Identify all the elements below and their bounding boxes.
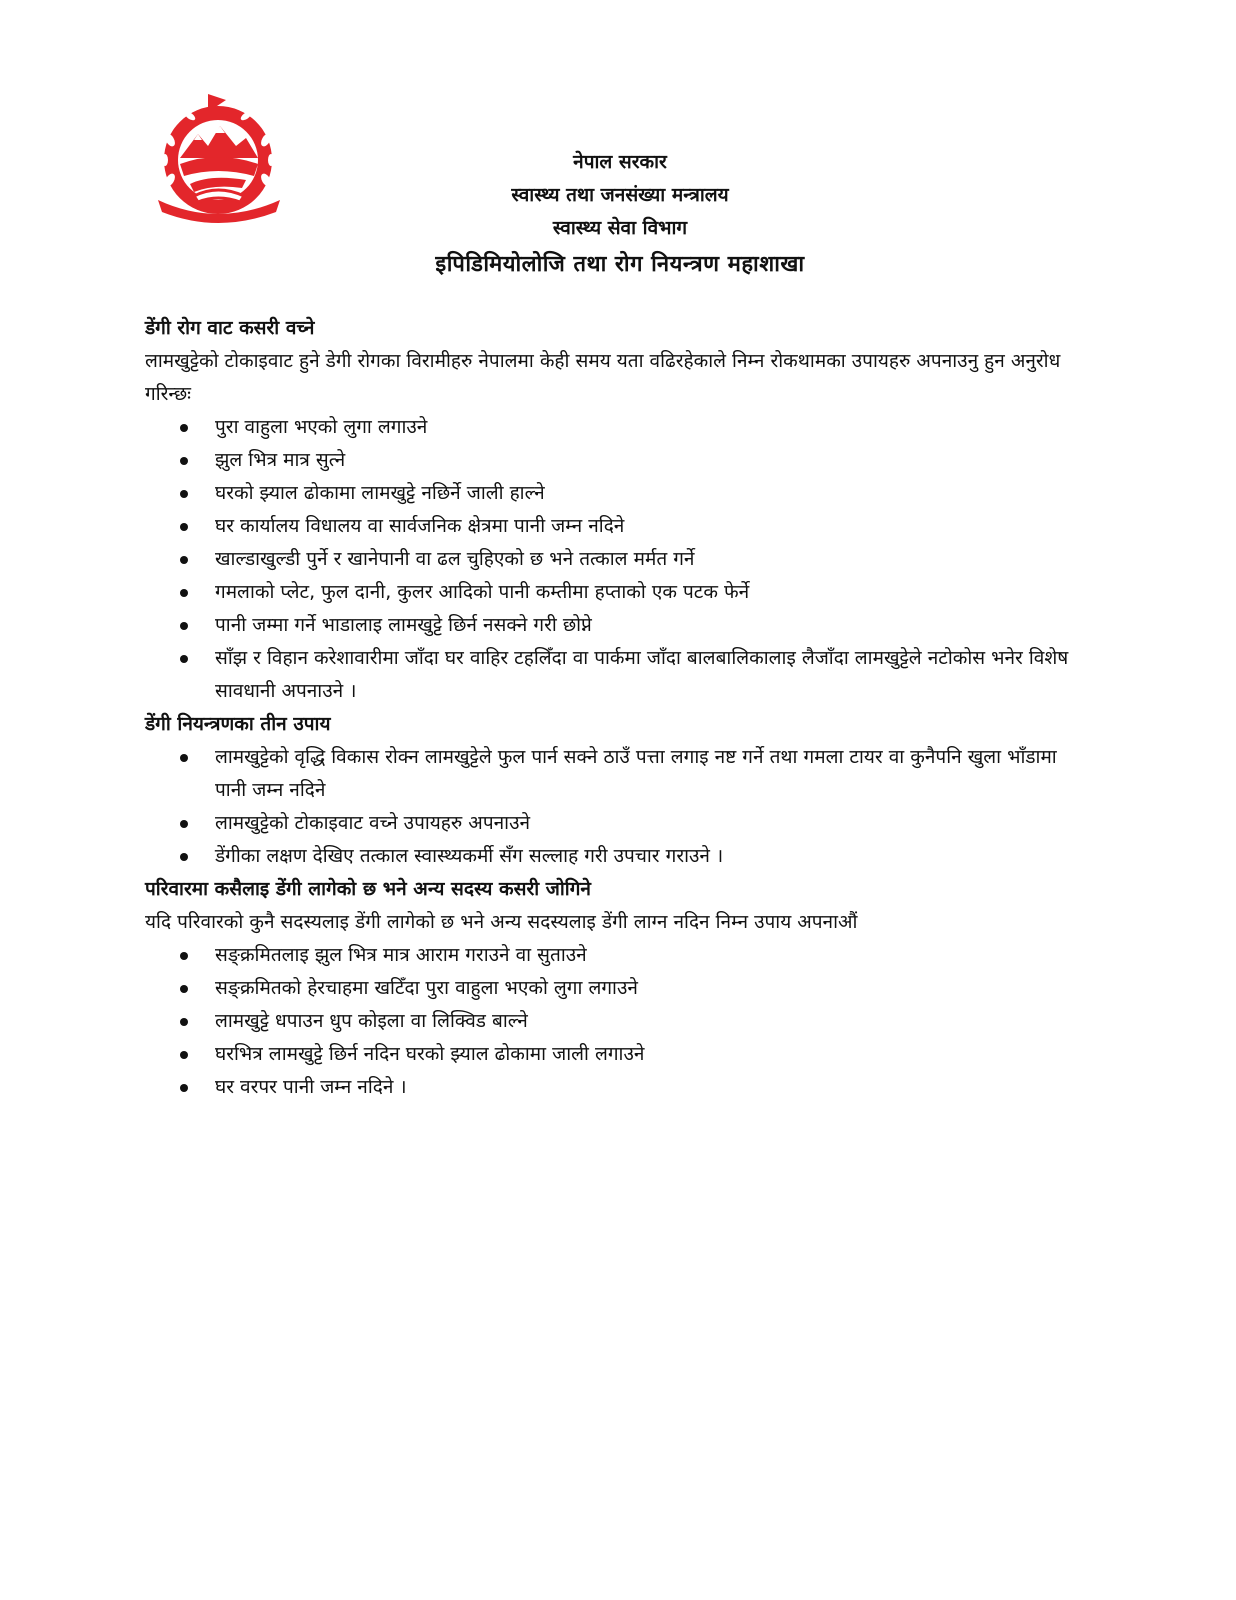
list-item-text: लामखुट्टे धपाउन धुप कोइला वा लिक्विड बाल्ने — [215, 1010, 528, 1032]
list-item — [145, 477, 1075, 510]
header-department: स्वास्थ्य सेवा विभाग — [552, 217, 688, 239]
list-item-text: सङ्क्रमितको हेरचाहमा खटिँदा पुरा वाहुला भएको लुगा लगाउने — [215, 977, 638, 999]
nepal-government-emblem — [150, 88, 290, 223]
bullet-icon — [180, 1051, 188, 1059]
list-item-text: लामखुट्टेको वृद्धि विकास रोक्न लामखुट्टेले फुल पार्न सक्ने ठाउँ पत्ता लगाइ नष्ट गर्ने तथा गमला टायर वा कुनैपनि खुला भाँडामा पानी जम्न नदिने — [215, 746, 1057, 801]
bullet-icon — [180, 589, 188, 597]
list-item-text: डेंगीका लक्षण देखिए तत्काल स्वास्थ्यकर्मी सँग सल्लाह गरी उपचार गराउने । — [215, 845, 724, 867]
prevention-list — [145, 411, 1075, 708]
emblem-icon — [150, 88, 290, 223]
list-item-text: खाल्डाखुल्डी पुर्ने र खानेपानी वा ढल चुहिएको छ भने तत्काल मर्मत गर्ने — [215, 548, 695, 570]
bullet-icon — [180, 1084, 188, 1092]
bullet-icon — [180, 985, 188, 993]
list-item — [145, 972, 1075, 1005]
list-item-text: पुरा वाहुला भएको लुगा लगाउने — [215, 416, 428, 438]
list-item-text: पानी जम्मा गर्ने भाडालाइ लामखुट्टे छिर्न नसक्ने गरी छोप्ने — [215, 614, 592, 636]
list-item — [145, 840, 1075, 873]
header-ministry: स्वास्थ्य तथा जनसंख्या मन्त्रालय — [511, 184, 729, 206]
bullet-icon — [180, 457, 188, 465]
bullet-icon — [180, 490, 188, 498]
section-heading-family: परिवारमा कसैलाइ डेंगी लागेको छ भने अन्य सदस्य कसरी जोगिने — [145, 878, 591, 900]
list-item — [145, 807, 1075, 840]
bullet-icon — [180, 1018, 188, 1026]
list-item-text: सङ्क्रमितलाइ झुल भित्र मात्र आराम गराउने वा सुताउने — [215, 944, 587, 966]
list-item — [145, 444, 1075, 477]
bullet-icon — [180, 622, 188, 630]
bullet-icon — [180, 523, 188, 531]
list-item — [145, 1071, 1075, 1104]
list-item — [145, 576, 1075, 609]
bullet-icon — [180, 556, 188, 564]
section-heading-prevention: डेंगी रोग वाट कसरी वच्ने — [145, 317, 315, 339]
bullet-icon — [180, 853, 188, 861]
list-item-text: घर कार्यालय विधालय वा सार्वजनिक क्षेत्रमा पानी जम्न नदिने — [215, 515, 625, 537]
list-item-text: साँझ र विहान करेशावारीमा जाँदा घर वाहिर टहलिँदा वा पार्कमा जाँदा बालबालिकालाइ लैजाँदा लामखुट्टेले नटोकोस भनेर विशेष सावधानी अपनाउने । — [215, 647, 1069, 702]
section-intro-family: यदि परिवारको कुनै सदस्यलाइ डेंगी लागेको छ भने अन्य सदस्यलाइ डेंगी लाग्न नदिन निम्न उपाय अपनाऔं — [145, 911, 858, 933]
list-item — [145, 642, 1075, 708]
bullet-icon — [180, 655, 188, 663]
header-government: नेपाल सरकार — [573, 151, 667, 173]
list-item — [145, 939, 1075, 972]
bullet-icon — [180, 424, 188, 432]
list-item-text: घरको झ्याल ढोकामा लामखुट्टे नछिर्ने जाली हाल्ने — [215, 482, 545, 504]
list-item-text: घरभित्र लामखुट्टे छिर्न नदिन घरको झ्याल ढोकामा जाली लगाउने — [215, 1043, 645, 1065]
list-item — [145, 741, 1075, 807]
list-item — [145, 411, 1075, 444]
list-item-text: गमलाको प्लेट, फुल दानी, कुलर आदिको पानी कम्तीमा हप्ताको एक पटक फेर्ने — [215, 581, 750, 603]
list-item-text: लामखुट्टेको टोकाइवाट वच्ने उपायहरु अपनाउने — [215, 812, 531, 834]
list-item — [145, 609, 1075, 642]
bullet-icon — [180, 820, 188, 828]
section-heading-control: डेंगी नियन्त्रणका तीन उपाय — [145, 713, 331, 735]
family-list — [145, 939, 1075, 1104]
list-item-text: झुल भित्र मात्र सुत्ने — [215, 449, 346, 471]
list-item — [145, 1005, 1075, 1038]
document-body — [145, 312, 1075, 1104]
bullet-icon — [180, 754, 188, 762]
list-item-text: घर वरपर पानी जम्न नदिने । — [215, 1076, 407, 1098]
list-item — [145, 1038, 1075, 1071]
header-division: इपिडिमियोलोजि तथा रोग नियन्त्रण महाशाखा — [435, 252, 805, 277]
list-item — [145, 510, 1075, 543]
document-header — [300, 146, 940, 285]
section-intro-prevention: लामखुट्टेको टोकाइवाट हुने डेगी रोगका विरामीहरु नेपालमा केही समय यता वढिरहेकाले निम्न रोकथामका उपायहरु अपनाउनु हुन अनुरोध गरिन्छः — [145, 350, 1061, 405]
list-item — [145, 543, 1075, 576]
bullet-icon — [180, 952, 188, 960]
control-list — [145, 741, 1075, 873]
